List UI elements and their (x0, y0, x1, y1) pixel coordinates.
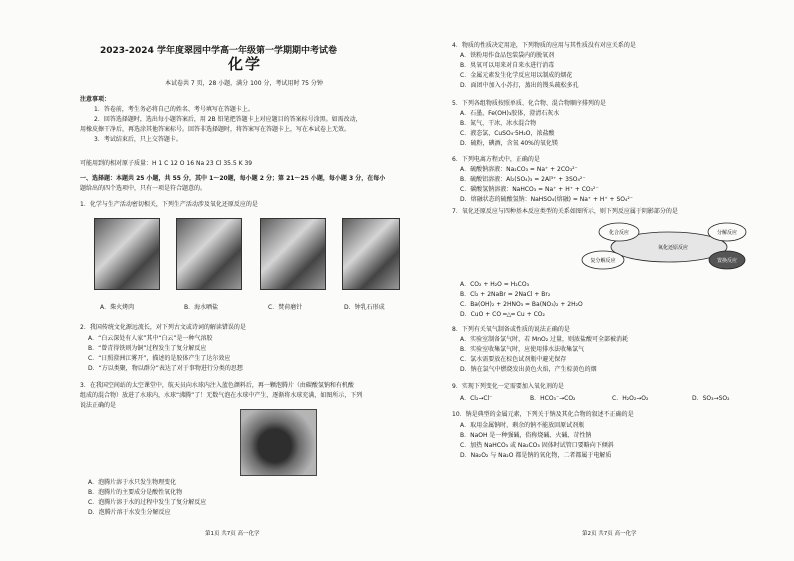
question-8-stem: 8．下列有关氧气制备或性质的说法正确的是 (452, 326, 570, 333)
q3-option-d: D．泡腾片溶于水发生分解反应 (88, 509, 171, 516)
q1-option-c: C．焚荷磨针 (268, 304, 303, 311)
page-footer-left: 第1页 共7页 高一化学 (205, 531, 260, 537)
q8-option-d: D．钠在氯气中燃烧发出黄色火焰，产生棕黄色的烟 (460, 366, 597, 373)
question-3-stem-end: 说法正确的是 (80, 402, 117, 409)
q10-option-d: D．Na₂O₂ 与 Na₂O 都是钠的氧化物，二者都属于电解质 (460, 452, 612, 459)
q3-option-c: C．泡腾片溶于水的过程中发生了复分解反应 (88, 499, 207, 506)
note-item: 2．回答选择题时，选出每小题答案后，用 2B 铅笔把答题卡上对应题目的答案标号涂黑。如需改动， (94, 116, 362, 123)
q4-option-d: D．面团中加入小苏打，蒸出的馒头疏松多孔 (460, 82, 579, 89)
q9-option-a: A．Cl₂→Cl⁻ (460, 395, 493, 402)
q6-option-d: D．熔融状态的硫酸氢钠：NaHSO₄(熔融) = Na⁺ + H⁺ + SO₄²⁻ (460, 196, 633, 203)
q8-option-c: C．氯水需要放在棕色试剂瓶中避光保存 (460, 356, 567, 363)
q8-option-a: A．实验室制备氯气时，若 MnO₂ 过量，则浓盐酸可全部被消耗 (460, 336, 629, 343)
note-item: 用橡皮擦干净后，再选涂其他答案标号。回答非选择题时，将答案写在答题卡上，写在本试卷上无效。 (80, 126, 351, 133)
question-7-stem: 7．氧化还原反应与四种基本反应类型的关系如图所示，则下列反应属于阴影部分的是 (452, 208, 678, 215)
q5-option-b: B．氮气，干冰，冰水混合物 (460, 120, 537, 127)
q3-option-a: A．泡腾片溶于水只发生物理变化 (88, 479, 177, 486)
q7-option-c: C．Ba(OH)₂ + 2HNO₃ = Ba(NO₃)₂ + 2H₂O (460, 301, 583, 308)
q10-option-c: C．加热 NaHCO₃ 或 Na₂CO₃ 固体时试管口要略向下倾斜 (460, 442, 614, 449)
question-6-stem: 6．下列电离方程式中，正确的是 (452, 156, 540, 163)
q2-option-a: A．“白云深处有人家”其中“白云”是一种气溶胶 (88, 335, 213, 342)
q7-option-a: A．CO₂ + H₂O = H₂CO₃ (460, 281, 529, 288)
note-item: 3．考试结束后，只上交答题卡。 (94, 136, 182, 143)
q2-option-c: C．“日照澄洲江雾开”，描述的是胶体产生了达尔效应 (88, 355, 231, 362)
q10-option-a: A．取用金属钠时，剩余的钠不能放回原试剂瓶 (460, 422, 585, 429)
q1-photo-c (260, 218, 326, 290)
section-heading: 一、选择题：本题共 25 小题，共 55 分，其中 1～20题，每小题 2 分；第 21～25 小题，每小题 3 分，在每小 (80, 175, 386, 182)
section-heading-cont: 题给出的四个选项中，只有一项是符合题意的。 (80, 185, 207, 192)
q3-water-ball-photo (240, 409, 317, 476)
q4-option-a: A．铁粉用作食品包装袋内的脱氧剂 (460, 52, 555, 59)
question-4-stem: 4．物质的性质决定用途，下列物质的应用与其性质没有对应关系的是 (452, 42, 636, 49)
q1-photo-b (176, 218, 242, 290)
q8-option-b: B．实验室收集氯气时，应使用排水法收集氯气 (460, 346, 585, 353)
q1-photo-d (342, 218, 400, 290)
notes-heading: 注意事项： (80, 96, 111, 103)
q1-option-b: B．海水晒盐 (184, 304, 219, 311)
q5-option-a: A．石墨，Fe(OH)₃胶体，澄清石灰水 (460, 110, 560, 117)
decomposition-label: 分解反应 (716, 230, 738, 236)
redox-label: 氧化还原反应 (657, 245, 689, 251)
question-1-stem: 1．化学与生产活动密切相关，下列生产活动涉及氧化还原反应的是 (80, 201, 258, 208)
question-2-stem: 2．我国传统文化源远流长，对下列古文或诗词的解读错误的是 (80, 324, 246, 331)
question-3-stem: 3．在我国空间站的太空课堂中，航天员向水球内注入蓝色颜料后，再一颗泡腾片（由碳酸氢钠和有机酸 (80, 382, 354, 389)
left-column (80, 0, 450, 561)
displacement-label: 置换反应 (716, 258, 738, 264)
q1-photo-a (94, 218, 160, 290)
q2-option-d: D．“方以类聚，物以群分”表达了对于事物进行分类的思想 (88, 365, 243, 372)
q9-option-d: D．SO₃→SO₂ (692, 395, 730, 402)
q5-option-c: C．液态氯，CuSO₄·5H₂O，浓盐酸 (460, 130, 555, 137)
page-footer-right: 第2页 共7页 高一化学 (582, 531, 637, 537)
exam-title: 2023-2024 学年度翠园中学高一年级第一学期期中考试卷 (100, 46, 337, 56)
q5-option-d: D．硫粉，碘酒，含氧 40%的氧化镁 (460, 140, 558, 147)
q6-option-b: B．硫酸铝溶液：Al₂(SO₄)₃ = 2Al³⁺ + 3SO₄²⁻ (460, 176, 586, 183)
q6-option-a: A．硫酸钠溶液：Na₂CO₃ = Na⁺ + 2CO₃²⁻ (460, 166, 578, 173)
combination-label: 化合反应 (608, 230, 630, 236)
q1-option-d: D．钟乳石形成 (344, 304, 385, 311)
atomic-masses: 可能用到的相对原子质量：H 1 C 12 O 16 Na 23 Cl 35.5 K 39 (80, 160, 253, 167)
right-column (452, 0, 790, 561)
q4-option-b: B．臭氧可以用来对自来水进行消毒 (460, 62, 555, 69)
note-item: 1．答卷前，考生务必将自己的姓名、考号填写在答题卡上。 (94, 106, 254, 113)
q7-option-d: D．CuO + CO ═△═ Cu + CO₂ (460, 311, 545, 318)
q6-option-c: C．碳酸氢钠溶液：NaHCO₃ = Na⁺ + H⁺ + CO₃²⁻ (460, 186, 599, 193)
q2-option-b: B．“曾青得铁则为铜”过程发生了复分解反应 (88, 345, 207, 352)
reaction-type-diagram (577, 220, 747, 270)
q7-option-b: B．Cl₂ + 2NaBr = 2NaCl + Br₂ (460, 291, 551, 298)
q3-option-b: B．泡腾片的主要成分是酸性氧化物 (88, 489, 183, 496)
q1-option-a: A．柴火烤肉 (100, 304, 135, 311)
question-3-stem-cont: 组成的混合物）放进了水球内，水球“沸腾”了！无数气泡在水球中产生，逐渐将水球充满，如图所示，下列 (80, 392, 363, 399)
exam-info: 本试卷共 7 页，28 小题，满分 100 分，考试用时 75 分钟 (165, 80, 323, 87)
q10-option-b: B．NaOH 是一种强碱，俗称烧碱、火碱、苛性钠 (460, 432, 592, 439)
double-decomposition-label: 复分解反应 (590, 258, 616, 264)
q9-option-c: C．H₂O₂→O₂ (612, 395, 649, 402)
subject-title: 化学 (228, 55, 263, 73)
q4-option-c: C．金属元素发生化学反应用以制成的烟花 (460, 72, 573, 79)
question-9-stem: 9．实现下列变化一定需要加入氧化剂的是 (452, 383, 564, 390)
question-10-stem: 10．钠是典型的金属元素，下列关于钠及其化合物的叙述不正确的是 (452, 411, 634, 418)
q9-option-b: B．HCO₃⁻→CO₂ (530, 395, 576, 402)
question-5-stem: 5．下列各组物质按照单质、化合物、混合物顺序排列的是 (452, 100, 606, 107)
